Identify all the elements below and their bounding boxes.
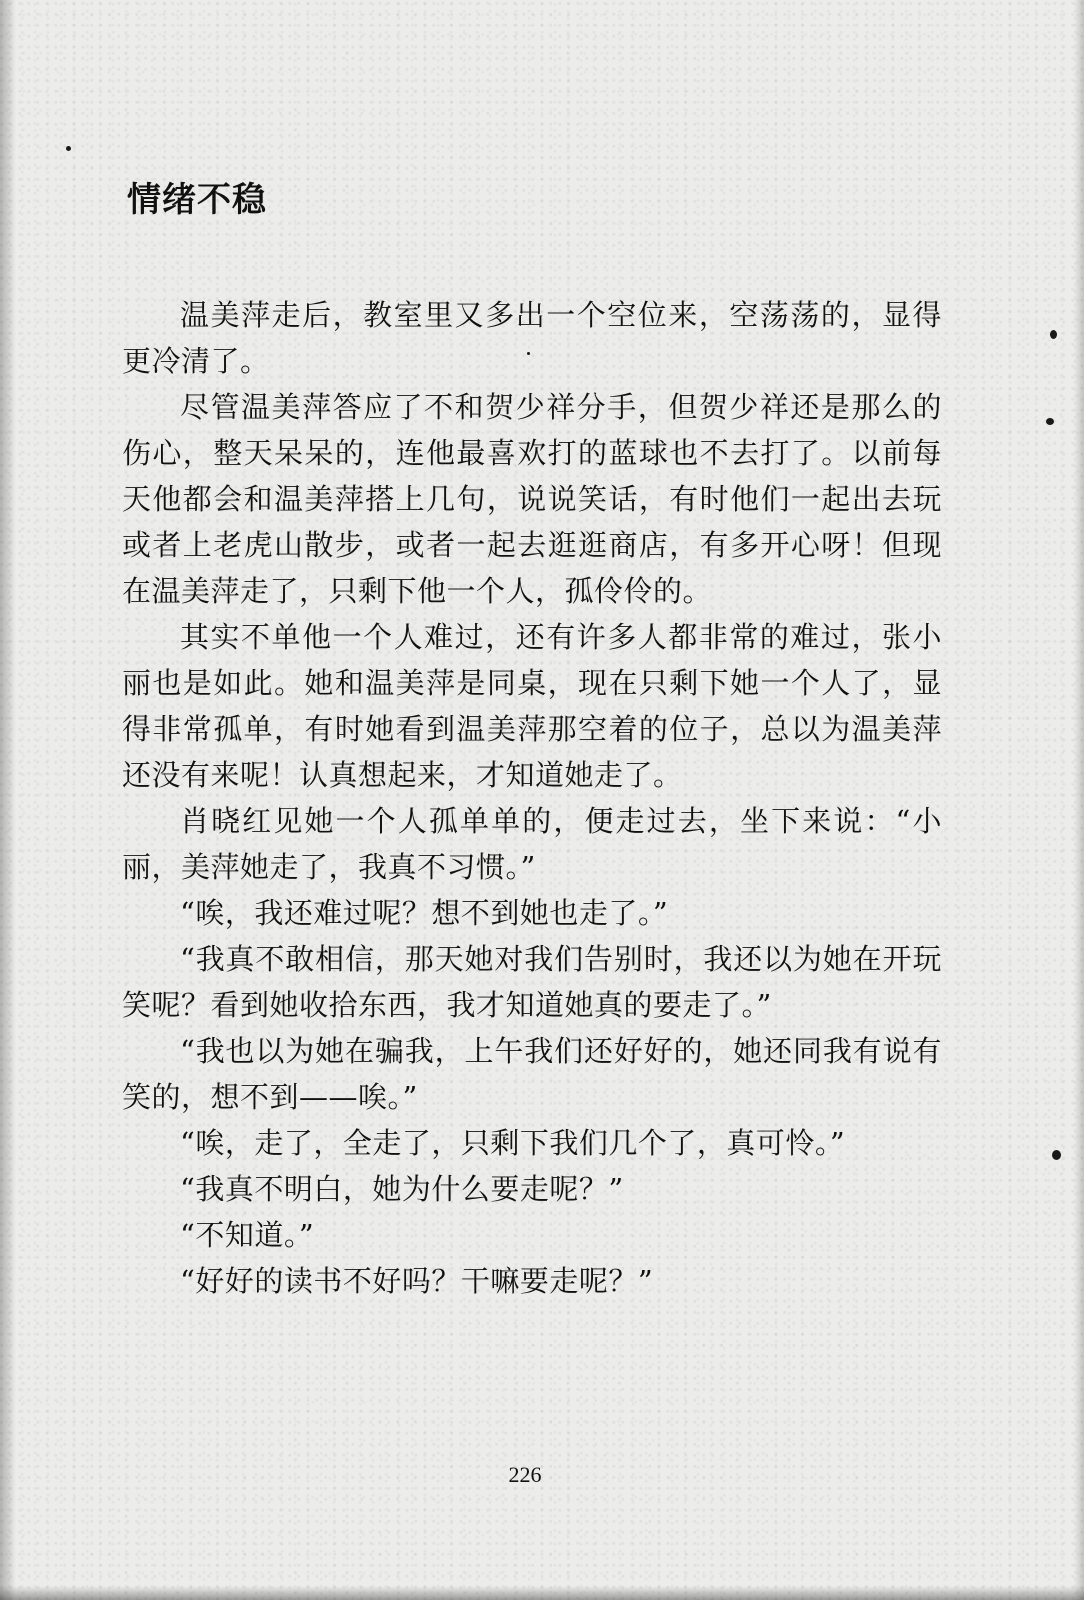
body-text <box>122 292 942 1304</box>
dialogue-line: “不知道。” <box>180 1218 315 1252</box>
paragraph: 温美萍走后，教室里又多出一个空位来，空荡荡的，显得更冷清了。 <box>122 298 942 378</box>
dialogue-line: “好好的读书不好吗？干嘛要走呢？” <box>180 1264 654 1298</box>
dialogue-line: “我也以为她在骗我，上午我们还好好的，她还同我有说有笑的，想不到——唉。” <box>122 1034 942 1114</box>
paragraph: 其实不单他一个人难过，还有许多人都非常的难过，张小丽也是如此。她和温美萍是同桌，现在只剩下她一个人了，显得非常孤单，有时她看到温美萍那空着的位子，总以为温美萍还没有来呢！认真想起来，才知道她走了。 <box>122 620 942 792</box>
paragraph: 尽管温美萍答应了不和贺少祥分手，但贺少祥还是那么的伤心，整天呆呆的，连他最喜欢打的蓝球也不去打了。以前每天他都会和温美萍搭上几句，说说笑话，有时他们一起出去玩或者上老虎山散步，或者一起去逛逛商店，有多开心呀！但现在温美萍走了，只剩下他一个人，孤伶伶的。 <box>122 390 942 608</box>
page-shadow-bottom <box>0 1586 1084 1600</box>
paragraph: 肖晓红见她一个人孤单单的，便走过去，坐下来说：“小丽，美萍她走了，我真不习惯。” <box>122 804 942 884</box>
chapter-title: 情绪不稳 <box>127 180 267 220</box>
dialogue-line: “唉，走了，全走了，只剩下我们几个了，真可怜。” <box>180 1126 846 1160</box>
dialogue-line: “我真不明白，她为什么要走呢？” <box>180 1172 624 1206</box>
dialogue-line: “我真不敢相信，那天她对我们告别时，我还以为她在开玩笑呢？看到她收拾东西，我才知道她真的要走了。” <box>122 942 942 1022</box>
scan-speck <box>1052 1150 1061 1160</box>
dialogue-line: “唉，我还难过呢？想不到她也走了。” <box>180 896 669 930</box>
page-number: 226 <box>508 1462 542 1487</box>
scan-speck <box>66 146 71 151</box>
page-shadow-left <box>0 0 16 1600</box>
scan-speck <box>1050 330 1057 339</box>
page-shadow-right <box>1074 0 1084 1600</box>
scan-speck <box>1046 418 1054 425</box>
